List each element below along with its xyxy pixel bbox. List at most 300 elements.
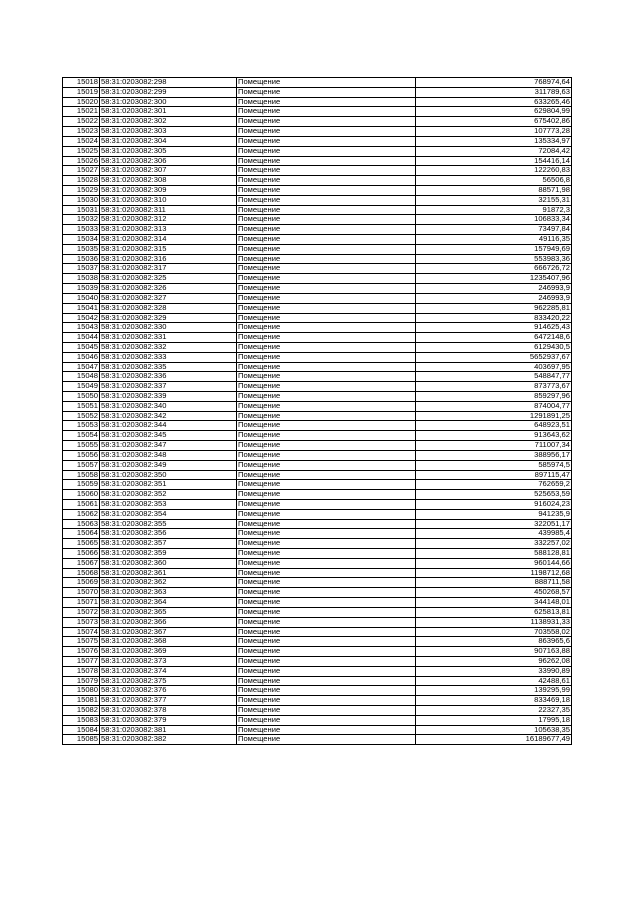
table-row	[63, 706, 572, 716]
cadastral-value-cell: 762659,2	[416, 480, 572, 490]
table-row	[63, 333, 572, 343]
table-row	[63, 401, 572, 411]
object-type-cell: Помещение	[237, 607, 416, 617]
table-row	[63, 342, 572, 352]
cadastral-value-cell: 648923,51	[416, 421, 572, 431]
table-row	[63, 735, 572, 745]
cadastral-number-cell: 58:31:0203082:339	[100, 392, 237, 402]
cadastral-value-cell: 388956,17	[416, 450, 572, 460]
object-type-cell: Помещение	[237, 490, 416, 500]
row-number-cell: 15029	[63, 185, 100, 195]
object-type-cell: Помещение	[237, 539, 416, 549]
object-type-cell: Помещение	[237, 146, 416, 156]
table-row	[63, 656, 572, 666]
row-number-cell: 15042	[63, 313, 100, 323]
cadastral-number-cell: 58:31:0203082:312	[100, 215, 237, 225]
table-row	[63, 136, 572, 146]
object-type-cell: Помещение	[237, 136, 416, 146]
object-type-cell: Помещение	[237, 392, 416, 402]
cadastral-number-cell: 58:31:0203082:361	[100, 568, 237, 578]
table-row	[63, 392, 572, 402]
cadastral-number-cell: 58:31:0203082:359	[100, 549, 237, 559]
row-number-cell: 15077	[63, 656, 100, 666]
cadastral-number-cell: 58:31:0203082:349	[100, 460, 237, 470]
cadastral-value-cell: 1198712,68	[416, 568, 572, 578]
cadastral-number-cell: 58:31:0203082:333	[100, 352, 237, 362]
row-number-cell: 15082	[63, 706, 100, 716]
cadastral-value-cell: 913643,62	[416, 431, 572, 441]
cadastral-value-cell: 106833,34	[416, 215, 572, 225]
cadastral-value-cell: 833469,18	[416, 696, 572, 706]
table-row	[63, 382, 572, 392]
row-number-cell: 15069	[63, 578, 100, 588]
table-row	[63, 362, 572, 372]
table-row	[63, 176, 572, 186]
cadastral-value-cell: 916024,23	[416, 499, 572, 509]
object-type-cell: Помещение	[237, 499, 416, 509]
cadastral-number-cell: 58:31:0203082:379	[100, 715, 237, 725]
table-row	[63, 274, 572, 284]
table-row	[63, 127, 572, 137]
object-type-cell: Помещение	[237, 470, 416, 480]
object-type-cell: Помещение	[237, 706, 416, 716]
object-type-cell: Помещение	[237, 617, 416, 627]
object-type-cell: Помещение	[237, 735, 416, 745]
cadastral-value-cell: 768974,64	[416, 78, 572, 88]
cadastral-value-cell: 49116,35	[416, 235, 572, 245]
object-type-cell: Помещение	[237, 362, 416, 372]
cadastral-value-cell: 666726,72	[416, 264, 572, 274]
cadastral-number-cell: 58:31:0203082:355	[100, 519, 237, 529]
row-number-cell: 15050	[63, 392, 100, 402]
table-row	[63, 421, 572, 431]
cadastral-value-cell: 553983,36	[416, 254, 572, 264]
cadastral-number-cell: 58:31:0203082:298	[100, 78, 237, 88]
object-type-cell: Помещение	[237, 107, 416, 117]
row-number-cell: 15084	[63, 725, 100, 735]
table-row	[63, 480, 572, 490]
row-number-cell: 15033	[63, 225, 100, 235]
table-row	[63, 293, 572, 303]
object-type-cell: Помещение	[237, 382, 416, 392]
table-row	[63, 607, 572, 617]
cadastral-value-cell: 6129430,5	[416, 342, 572, 352]
object-type-cell: Помещение	[237, 519, 416, 529]
row-number-cell: 15035	[63, 244, 100, 254]
cadastral-number-cell: 58:31:0203082:329	[100, 313, 237, 323]
row-number-cell: 15046	[63, 352, 100, 362]
object-type-cell: Помещение	[237, 411, 416, 421]
object-type-cell: Помещение	[237, 303, 416, 313]
table-row	[63, 539, 572, 549]
object-type-cell: Помещение	[237, 166, 416, 176]
cadastral-number-cell: 58:31:0203082:332	[100, 342, 237, 352]
cadastral-value-cell: 344148,01	[416, 598, 572, 608]
table-row	[63, 352, 572, 362]
cadastral-value-cell: 32155,31	[416, 195, 572, 205]
object-type-cell: Помещение	[237, 480, 416, 490]
row-number-cell: 15053	[63, 421, 100, 431]
table-row	[63, 529, 572, 539]
cadastral-number-cell: 58:31:0203082:345	[100, 431, 237, 441]
row-number-cell: 15028	[63, 176, 100, 186]
cadastral-value-cell: 246993,9	[416, 284, 572, 294]
cadastral-number-cell: 58:31:0203082:353	[100, 499, 237, 509]
object-type-cell: Помещение	[237, 205, 416, 215]
object-type-cell: Помещение	[237, 450, 416, 460]
row-number-cell: 15058	[63, 470, 100, 480]
object-type-cell: Помещение	[237, 117, 416, 127]
row-number-cell: 15055	[63, 441, 100, 451]
cadastral-number-cell: 58:31:0203082:364	[100, 598, 237, 608]
table-row	[63, 676, 572, 686]
cadastral-number-cell: 58:31:0203082:362	[100, 578, 237, 588]
cadastral-number-cell: 58:31:0203082:342	[100, 411, 237, 421]
cadastral-value-cell: 907163,88	[416, 647, 572, 657]
row-number-cell: 15032	[63, 215, 100, 225]
cadastral-value-cell: 22327,35	[416, 706, 572, 716]
table-row	[63, 146, 572, 156]
cadastral-number-cell: 58:31:0203082:325	[100, 274, 237, 284]
cadastral-value-cell: 5652937,67	[416, 352, 572, 362]
row-number-cell: 15071	[63, 598, 100, 608]
table-row	[63, 225, 572, 235]
cadastral-number-cell: 58:31:0203082:313	[100, 225, 237, 235]
object-type-cell: Помещение	[237, 284, 416, 294]
row-number-cell: 15027	[63, 166, 100, 176]
row-number-cell: 15066	[63, 549, 100, 559]
table-row	[63, 156, 572, 166]
cadastral-value-cell: 625813,81	[416, 607, 572, 617]
row-number-cell: 15043	[63, 323, 100, 333]
cadastral-value-cell: 322051,17	[416, 519, 572, 529]
cadastral-value-cell: 72084,42	[416, 146, 572, 156]
object-type-cell: Помещение	[237, 568, 416, 578]
table-row	[63, 647, 572, 657]
cadastral-number-cell: 58:31:0203082:316	[100, 254, 237, 264]
cadastral-number-cell: 58:31:0203082:335	[100, 362, 237, 372]
table-row	[63, 303, 572, 313]
table-row	[63, 284, 572, 294]
row-number-cell: 15068	[63, 568, 100, 578]
cadastral-number-cell: 58:31:0203082:315	[100, 244, 237, 254]
table-row	[63, 264, 572, 274]
row-number-cell: 15047	[63, 362, 100, 372]
cadastral-number-cell: 58:31:0203082:306	[100, 156, 237, 166]
cadastral-value-cell: 1291891,25	[416, 411, 572, 421]
object-type-cell: Помещение	[237, 87, 416, 97]
cadastral-number-cell: 58:31:0203082:368	[100, 637, 237, 647]
row-number-cell: 15048	[63, 372, 100, 382]
cadastral-value-cell: 16189677,49	[416, 735, 572, 745]
cadastral-number-cell: 58:31:0203082:328	[100, 303, 237, 313]
object-type-cell: Помещение	[237, 235, 416, 245]
row-number-cell: 15070	[63, 588, 100, 598]
object-type-cell: Помещение	[237, 254, 416, 264]
cadastral-value-cell: 88571,98	[416, 185, 572, 195]
cadastral-value-cell: 403697,95	[416, 362, 572, 372]
object-type-cell: Помещение	[237, 637, 416, 647]
object-type-cell: Помещение	[237, 293, 416, 303]
object-type-cell: Помещение	[237, 441, 416, 451]
row-number-cell: 15056	[63, 450, 100, 460]
table-row	[63, 411, 572, 421]
cadastral-value-cell: 833420,22	[416, 313, 572, 323]
cadastral-number-cell: 58:31:0203082:340	[100, 401, 237, 411]
object-type-cell: Помещение	[237, 215, 416, 225]
cadastral-value-cell: 588128,81	[416, 549, 572, 559]
object-type-cell: Помещение	[237, 342, 416, 352]
row-number-cell: 15064	[63, 529, 100, 539]
table-row	[63, 470, 572, 480]
cadastral-value-cell: 873773,67	[416, 382, 572, 392]
table-row	[63, 460, 572, 470]
cadastral-value-cell: 91872,3	[416, 205, 572, 215]
row-number-cell: 15040	[63, 293, 100, 303]
row-number-cell: 15023	[63, 127, 100, 137]
cadastral-value-cell: 711007,34	[416, 441, 572, 451]
cadastral-number-cell: 58:31:0203082:378	[100, 706, 237, 716]
cadastral-value-cell: 703558,02	[416, 627, 572, 637]
table-body	[63, 78, 572, 745]
cadastral-value-cell: 962285,81	[416, 303, 572, 313]
object-type-cell: Помещение	[237, 264, 416, 274]
table-row	[63, 627, 572, 637]
object-type-cell: Помещение	[237, 225, 416, 235]
object-type-cell: Помещение	[237, 352, 416, 362]
cadastral-number-cell: 58:31:0203082:299	[100, 87, 237, 97]
cadastral-number-cell: 58:31:0203082:357	[100, 539, 237, 549]
cadastral-value-cell: 1235407,96	[416, 274, 572, 284]
cadastral-number-cell: 58:31:0203082:336	[100, 372, 237, 382]
row-number-cell: 15073	[63, 617, 100, 627]
cadastral-number-cell: 58:31:0203082:337	[100, 382, 237, 392]
object-type-cell: Помещение	[237, 598, 416, 608]
row-number-cell: 15030	[63, 195, 100, 205]
object-type-cell: Помещение	[237, 313, 416, 323]
object-type-cell: Помещение	[237, 421, 416, 431]
cadastral-value-cell: 122260,83	[416, 166, 572, 176]
table-row	[63, 617, 572, 627]
table-row	[63, 490, 572, 500]
table-row	[63, 450, 572, 460]
table-row	[63, 235, 572, 245]
cadastral-number-cell: 58:31:0203082:348	[100, 450, 237, 460]
table-row	[63, 588, 572, 598]
row-number-cell: 15051	[63, 401, 100, 411]
table-row	[63, 441, 572, 451]
object-type-cell: Помещение	[237, 333, 416, 343]
object-type-cell: Помещение	[237, 97, 416, 107]
cadastral-number-cell: 58:31:0203082:331	[100, 333, 237, 343]
row-number-cell: 15041	[63, 303, 100, 313]
row-number-cell: 15059	[63, 480, 100, 490]
cadastral-number-cell: 58:31:0203082:363	[100, 588, 237, 598]
row-number-cell: 15031	[63, 205, 100, 215]
object-type-cell: Помещение	[237, 127, 416, 137]
cadastral-value-cell: 154416,14	[416, 156, 572, 166]
cadastral-value-cell: 139295,99	[416, 686, 572, 696]
table-row	[63, 509, 572, 519]
table-row	[63, 205, 572, 215]
table-row	[63, 97, 572, 107]
object-type-cell: Помещение	[237, 647, 416, 657]
row-number-cell: 15054	[63, 431, 100, 441]
table-row	[63, 107, 572, 117]
table-row	[63, 686, 572, 696]
cadastral-value-cell: 633265,46	[416, 97, 572, 107]
table-row	[63, 637, 572, 647]
cadastral-number-cell: 58:31:0203082:369	[100, 647, 237, 657]
table-row	[63, 215, 572, 225]
row-number-cell: 15049	[63, 382, 100, 392]
cadastral-number-cell: 58:31:0203082:326	[100, 284, 237, 294]
cadastral-value-cell: 859297,96	[416, 392, 572, 402]
cadastral-number-cell: 58:31:0203082:366	[100, 617, 237, 627]
cadastral-value-cell: 105638,35	[416, 725, 572, 735]
table-row	[63, 166, 572, 176]
property-table	[62, 77, 572, 745]
cadastral-number-cell: 58:31:0203082:305	[100, 146, 237, 156]
cadastral-value-cell: 42488,61	[416, 676, 572, 686]
row-number-cell: 15045	[63, 342, 100, 352]
cadastral-value-cell: 914625,43	[416, 323, 572, 333]
cadastral-value-cell: 450268,57	[416, 588, 572, 598]
cadastral-number-cell: 58:31:0203082:376	[100, 686, 237, 696]
table-row	[63, 549, 572, 559]
cadastral-number-cell: 58:31:0203082:356	[100, 529, 237, 539]
object-type-cell: Помещение	[237, 185, 416, 195]
row-number-cell: 15063	[63, 519, 100, 529]
object-type-cell: Помещение	[237, 509, 416, 519]
row-number-cell: 15060	[63, 490, 100, 500]
row-number-cell: 15083	[63, 715, 100, 725]
cadastral-value-cell: 525653,59	[416, 490, 572, 500]
cadastral-value-cell: 73497,84	[416, 225, 572, 235]
cadastral-number-cell: 58:31:0203082:381	[100, 725, 237, 735]
row-number-cell: 15025	[63, 146, 100, 156]
table-row	[63, 254, 572, 264]
table-row	[63, 244, 572, 254]
cadastral-number-cell: 58:31:0203082:377	[100, 696, 237, 706]
object-type-cell: Помещение	[237, 372, 416, 382]
table-row	[63, 725, 572, 735]
object-type-cell: Помещение	[237, 725, 416, 735]
object-type-cell: Помещение	[237, 588, 416, 598]
object-type-cell: Помещение	[237, 686, 416, 696]
row-number-cell: 15075	[63, 637, 100, 647]
table-row	[63, 87, 572, 97]
row-number-cell: 15026	[63, 156, 100, 166]
cadastral-value-cell: 17995,18	[416, 715, 572, 725]
row-number-cell: 15074	[63, 627, 100, 637]
table-row	[63, 117, 572, 127]
cadastral-value-cell: 897115,47	[416, 470, 572, 480]
cadastral-number-cell: 58:31:0203082:307	[100, 166, 237, 176]
row-number-cell: 15020	[63, 97, 100, 107]
cadastral-number-cell: 58:31:0203082:304	[100, 136, 237, 146]
cadastral-value-cell: 439985,4	[416, 529, 572, 539]
object-type-cell: Помещение	[237, 460, 416, 470]
object-type-cell: Помещение	[237, 176, 416, 186]
row-number-cell: 15061	[63, 499, 100, 509]
row-number-cell: 15034	[63, 235, 100, 245]
cadastral-number-cell: 58:31:0203082:373	[100, 656, 237, 666]
object-type-cell: Помещение	[237, 696, 416, 706]
cadastral-value-cell: 107773,28	[416, 127, 572, 137]
cadastral-number-cell: 58:31:0203082:352	[100, 490, 237, 500]
object-type-cell: Помещение	[237, 578, 416, 588]
cadastral-number-cell: 58:31:0203082:302	[100, 117, 237, 127]
row-number-cell: 15076	[63, 647, 100, 657]
cadastral-number-cell: 58:31:0203082:308	[100, 176, 237, 186]
cadastral-value-cell: 311789,63	[416, 87, 572, 97]
row-number-cell: 15018	[63, 78, 100, 88]
object-type-cell: Помещение	[237, 431, 416, 441]
cadastral-number-cell: 58:31:0203082:317	[100, 264, 237, 274]
cadastral-number-cell: 58:31:0203082:354	[100, 509, 237, 519]
table-row	[63, 313, 572, 323]
row-number-cell: 15038	[63, 274, 100, 284]
row-number-cell: 15037	[63, 264, 100, 274]
object-type-cell: Помещение	[237, 401, 416, 411]
cadastral-value-cell: 548847,77	[416, 372, 572, 382]
object-type-cell: Помещение	[237, 195, 416, 205]
cadastral-value-cell: 6472148,6	[416, 333, 572, 343]
cadastral-number-cell: 58:31:0203082:310	[100, 195, 237, 205]
table-row	[63, 568, 572, 578]
table-row	[63, 499, 572, 509]
cadastral-value-cell: 135334,97	[416, 136, 572, 146]
row-number-cell: 15065	[63, 539, 100, 549]
object-type-cell: Помещение	[237, 274, 416, 284]
cadastral-value-cell: 675402,86	[416, 117, 572, 127]
cadastral-value-cell: 33990,89	[416, 666, 572, 676]
table-row	[63, 431, 572, 441]
cadastral-number-cell: 58:31:0203082:314	[100, 235, 237, 245]
row-number-cell: 15067	[63, 558, 100, 568]
cadastral-value-cell: 874004,77	[416, 401, 572, 411]
cadastral-value-cell: 888711,58	[416, 578, 572, 588]
table-row	[63, 185, 572, 195]
cadastral-value-cell: 332257,02	[416, 539, 572, 549]
cadastral-number-cell: 58:31:0203082:374	[100, 666, 237, 676]
object-type-cell: Помещение	[237, 656, 416, 666]
row-number-cell: 15062	[63, 509, 100, 519]
object-type-cell: Помещение	[237, 715, 416, 725]
table-row	[63, 78, 572, 88]
object-type-cell: Помещение	[237, 244, 416, 254]
cadastral-number-cell: 58:31:0203082:311	[100, 205, 237, 215]
cadastral-value-cell: 585974,5	[416, 460, 572, 470]
table-row	[63, 578, 572, 588]
row-number-cell: 15019	[63, 87, 100, 97]
cadastral-number-cell: 58:31:0203082:330	[100, 323, 237, 333]
cadastral-value-cell: 96262,08	[416, 656, 572, 666]
row-number-cell: 15036	[63, 254, 100, 264]
cadastral-number-cell: 58:31:0203082:303	[100, 127, 237, 137]
row-number-cell: 15078	[63, 666, 100, 676]
cadastral-number-cell: 58:31:0203082:301	[100, 107, 237, 117]
cadastral-value-cell: 629804,99	[416, 107, 572, 117]
row-number-cell: 15081	[63, 696, 100, 706]
cadastral-number-cell: 58:31:0203082:360	[100, 558, 237, 568]
cadastral-number-cell: 58:31:0203082:365	[100, 607, 237, 617]
cadastral-value-cell: 941235,9	[416, 509, 572, 519]
cadastral-number-cell: 58:31:0203082:375	[100, 676, 237, 686]
row-number-cell: 15079	[63, 676, 100, 686]
table-row	[63, 666, 572, 676]
